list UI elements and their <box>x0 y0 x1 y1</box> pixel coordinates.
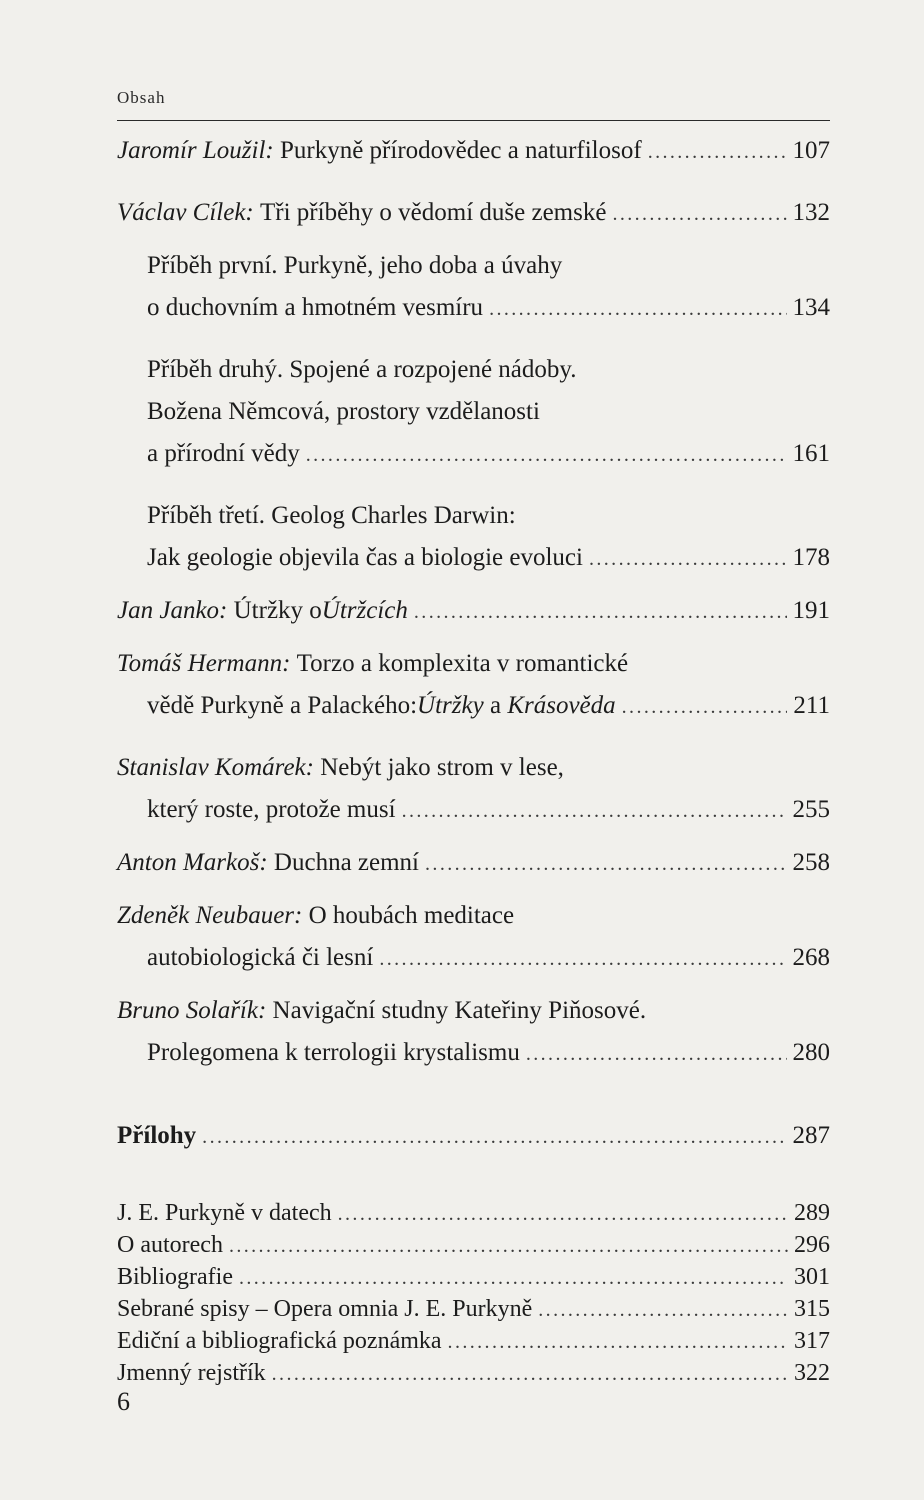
dot-leader <box>414 590 787 633</box>
entry-title-line: o duchovním a hmotném vesmíru <box>147 294 484 321</box>
toc-entry-neubauer[interactable] <box>117 895 830 980</box>
entry-page: 287 <box>792 1122 830 1149</box>
entry-title-italic: Útržcích <box>321 597 408 624</box>
appendix-item[interactable] <box>117 1294 830 1326</box>
appendix-item[interactable] <box>117 1230 830 1262</box>
entry-author: Václav Cílek: <box>117 199 254 226</box>
entry-title-line: Příběh první. Purkyně, jeho doba a úvahy <box>147 252 563 279</box>
entry-title: Purkyně přírodovědec a naturfilosof <box>279 137 642 164</box>
page-number: 6 <box>117 1387 130 1416</box>
section-heading: Přílohy <box>117 1122 197 1149</box>
entry-page: 258 <box>792 849 830 876</box>
entry-title-line: Nebýt jako strom v lese, <box>320 754 564 781</box>
entry-title: Útržky o <box>233 597 322 624</box>
entry-author: Jan Janko: <box>117 597 228 624</box>
dot-leader <box>306 433 787 476</box>
header-rule <box>117 120 830 121</box>
entry-title-italic: Krásověda <box>507 692 616 719</box>
entry-page: 268 <box>792 944 830 971</box>
entry-title: Tři příběhy o vědomí duše zemské <box>260 199 607 226</box>
entry-author: Bruno Solařík: <box>117 997 267 1024</box>
entry-title-line: Navigační studny Kateřiny Piňosové. <box>272 997 647 1024</box>
entry-page: 301 <box>794 1264 830 1290</box>
toc-entry-prilohy[interactable] <box>117 1115 830 1158</box>
dot-leader <box>402 789 787 832</box>
appendix-item[interactable] <box>117 1262 830 1294</box>
appendix-item[interactable] <box>117 1198 830 1230</box>
entry-page: 178 <box>792 544 830 571</box>
appendix-item-label: J. E. Purkyně v datech <box>117 1200 332 1226</box>
dot-leader <box>589 537 787 580</box>
toc-entry-cilek[interactable] <box>117 192 830 235</box>
entry-page: 134 <box>792 294 830 321</box>
dot-leader <box>239 1262 788 1294</box>
dot-leader <box>202 1115 786 1158</box>
entry-author: Stanislav Komárek: <box>117 754 314 781</box>
entry-title-line: Božena Němcová, prostory vzdělanosti <box>147 398 540 425</box>
entry-page: 255 <box>792 796 830 823</box>
toc-entry-markos[interactable] <box>117 842 830 885</box>
entry-page: 289 <box>794 1200 830 1226</box>
appendix-item-label: O autorech <box>117 1232 223 1258</box>
toc-subentry-pribeh-prvni[interactable] <box>117 245 830 330</box>
toc-subentry-pribeh-treti[interactable] <box>117 495 830 580</box>
dot-leader <box>338 1198 788 1230</box>
entry-title-line: vědě Purkyně a Palackého: <box>147 692 418 719</box>
entry-title-line: Příběh třetí. Geolog Charles Darwin: <box>147 502 516 529</box>
dot-leader <box>622 685 788 728</box>
entry-title-line: autobiologická či lesní <box>147 944 374 971</box>
entry-page: 191 <box>792 597 830 624</box>
entry-page: 161 <box>792 440 830 467</box>
dot-leader <box>612 192 786 235</box>
entry-author: Jaromír Loužil: <box>117 137 274 164</box>
entry-title-line: Jak geologie objevila čas a biologie evoluci <box>147 544 583 571</box>
dot-leader <box>538 1294 788 1326</box>
dot-leader <box>425 842 786 885</box>
running-head: Obsah <box>117 88 166 107</box>
toc-subentry-pribeh-druhy[interactable] <box>117 349 830 476</box>
appendix-item-label: Bibliografie <box>117 1264 233 1290</box>
entry-title-conj: a <box>483 692 508 719</box>
entry-page: 211 <box>793 692 830 719</box>
entry-author: Zdeněk Neubauer: <box>117 902 303 929</box>
entry-title: Duchna zemní <box>273 849 420 876</box>
dot-leader <box>648 130 787 173</box>
appendix-item[interactable] <box>117 1326 830 1358</box>
appendix-item-label: Sebrané spisy – Opera omnia J. E. Purkyně <box>117 1296 533 1322</box>
entry-page: 317 <box>794 1328 830 1354</box>
entry-page: 315 <box>794 1296 830 1322</box>
entry-title-italic: Útržky <box>417 692 484 719</box>
toc-entry-janko[interactable] <box>117 590 830 633</box>
dot-leader <box>272 1358 788 1390</box>
appendix-item-label: Jmenný rejstřík <box>117 1360 266 1386</box>
entry-page: 132 <box>792 199 830 226</box>
toc-entry-komarek[interactable] <box>117 747 830 832</box>
dot-leader <box>489 287 786 330</box>
toc-entry-louzil[interactable] <box>117 130 830 173</box>
entry-title-line: Příběh druhý. Spojené a rozpojené nádoby. <box>147 356 577 383</box>
dot-leader <box>526 1032 787 1075</box>
entry-title-line: který roste, protože musí <box>147 796 396 823</box>
entry-author: Anton Markoš: <box>117 849 268 876</box>
toc-entry-solarik[interactable] <box>117 990 830 1075</box>
entry-title-line: Torzo a komplexita v romantické <box>296 650 629 677</box>
table-of-contents <box>117 130 830 1390</box>
toc-entry-hermann[interactable] <box>117 643 830 728</box>
appendix-item[interactable] <box>117 1358 830 1390</box>
entry-author: Tomáš Hermann: <box>117 650 291 677</box>
dot-leader <box>379 937 786 980</box>
dot-leader <box>448 1326 788 1358</box>
entry-page: 107 <box>792 137 830 164</box>
appendix-list <box>117 1198 830 1390</box>
dot-leader <box>229 1230 788 1262</box>
entry-title-line: O houbách meditace <box>308 902 515 929</box>
entry-page: 296 <box>794 1232 830 1258</box>
appendix-item-label: Ediční a bibliografická poznámka <box>117 1328 442 1354</box>
entry-page: 280 <box>792 1039 830 1066</box>
entry-page: 322 <box>794 1360 830 1386</box>
entry-title-line: Prolegomena k terrologii krystalismu <box>147 1039 520 1066</box>
entry-title-line: a přírodní vědy <box>147 440 300 467</box>
